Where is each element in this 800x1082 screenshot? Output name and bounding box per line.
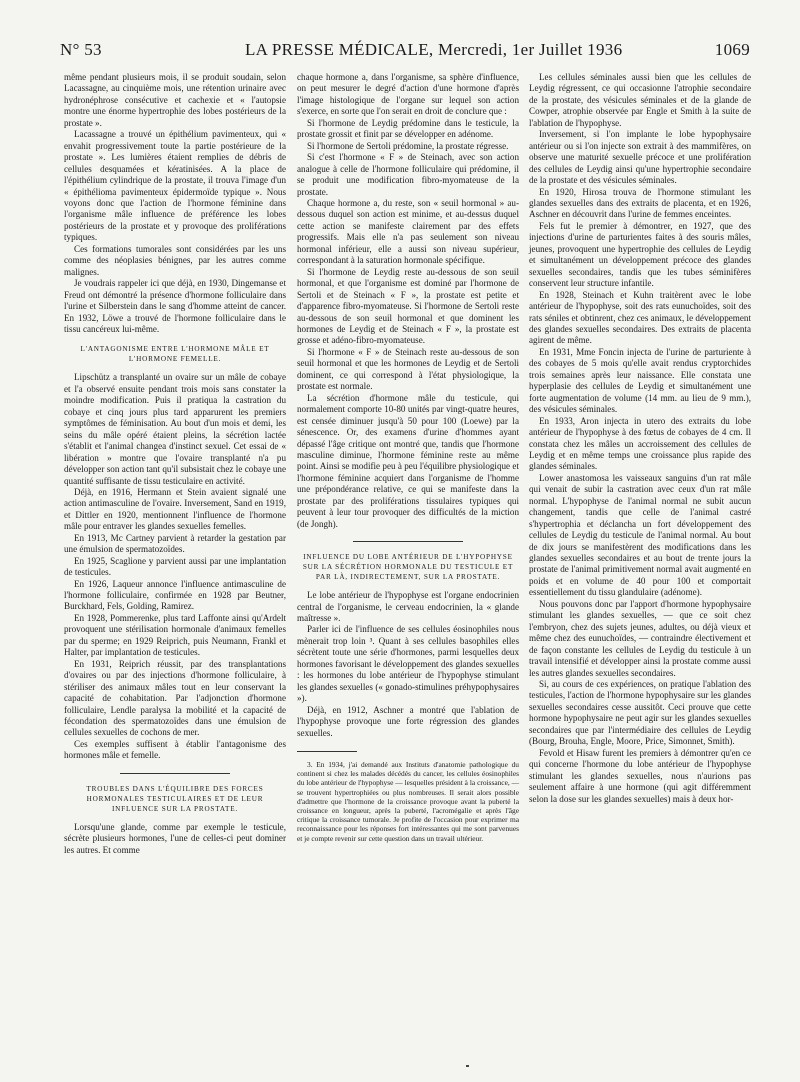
paragraph: Lower anastomosa les vaisseaux sanguins d'un rat mâle qui venait de subir la castration avec ceux d'un rat mâle normal. L'hypophyse de l'animal normal ne subit aucun changement, tandis que celle de l'animal castré s'hypertrophia et déclancha un fort développement des cellules de Leydig du testicule de l'animal normal. Au bout de dix jours se manifestèrent des modifications dans les glandes sexuelles secondaires et au bout de trente jours la prostate de l'animal primitivement normal avait augmenté en poids et en volume de 40 pour 100 et comportait essentiellement du tissu glandulaire (adénome). <box>529 472 751 598</box>
paragraph: Si l'hormone de Leydig reste au-dessous de son seuil hormonal, et que l'organisme est dominé par l'hormone de Sertoli et de Steinach « F », la prostate est petite et d'apparence fibro-myomateuse. Si l'hormone de Sertoli reste au-dessous de son seuil hormonal et que dominent les hormones de Leydig et de Steinach « F », la prostate est grosse et adéno-fibro-myomateuse. <box>297 266 519 346</box>
section-heading: TROUBLES DANS L'ÉQUILIBRE DES FORCES HORMONALES TESTICULAIRES ET DE LEUR INFLUENCE SUR LA PROSTATE. <box>86 784 264 813</box>
page-header <box>60 40 750 64</box>
paragraph: Déjà, en 1916, Hermann et Stein avaient signalé une action antimasculine de l'ovaire. Inversement, Sand en 1919, et Dittler en 1920, mentionnent l'influence de l'hormone mâle pour entraver les glandes sexuelles femelles. <box>64 486 286 532</box>
paragraph: Nous pouvons donc par l'apport d'hormone hypophysaire stimulant les glandes sexuelles, — que ce soit chez l'embryon, chez des sujets jeunes, adultes, ou déjà vieux et même chez des eunuchoïdes, — contraindre électivement et de façon constante les cellules de Leydig du testicule à un travail intensifié et développer ainsi la prostate comme aussi les autres glandes sexuelles secondaires. <box>529 598 751 678</box>
paragraph: En 1925, Scaglione y parvient aussi par une implantation de testicules. <box>64 555 286 578</box>
paragraph: En 1928, Steinach et Kuhn traitèrent avec le lobe antérieur de l'hypophyse, soit des rats eunuchoïdes, soit des rats séniles et obtinrent, chez ces animaux, le développement des glandes sexuelles secondaires. Des extraits de placenta agirent de même. <box>529 289 751 346</box>
paragraph: Lacassagne a trouvé un épithélium pavimenteux, qui « envahit progressivement toute la partie postérieure de la prostate ». Les lumières étaient remplies de débris de cellules desquamées et kératinisées. A la place de l'épithélium cylindrique de la prostate, il trouva l'image d'un « épithélioma pavimenteux épidermoïde typique ». Nous voyons donc que l'action de l'hormone féminine dans l'organisme mâle influence de préférence les lobes postérieurs de la prostate et y provoque des proliférations typiques. <box>64 129 286 243</box>
footnote: 3. En 1934, j'ai demandé aux Instituts d'anatomie pathologique du continent si chez les malades décédés du cancer, les cellules éosinophiles du lobe antérieur de l'hypophyse — lesquelles président à la croissance, — se trouvent hypertrophiées ou plus nombreuses. Il serait alors possible d'admettre que l'hormone de la croissance provoque avant la puberté la croissance en longueur, après la puberté, l'acromégalie et après l'âge critique la croissance tumorale. Je profite de l'occasion pour exprimer ma reconnaissance pour les réponses fort intéressantes qui me sont parvenues et je compte revenir sur cette question dans un travail ultérieur. <box>297 760 519 843</box>
paragraph: Ces exemples suffisent à établir l'antagonisme des hormones mâle et femelle. <box>64 738 286 761</box>
paragraph: Si l'hormone « F » de Steinach reste au-dessous de son seuil hormonal et que les hormones de Leydig et de Sertoli dominent, ce qui correspond à l'état physiologique, la prostate est normale. <box>297 346 519 392</box>
column-3 <box>529 72 751 805</box>
issue-number: N° 53 <box>60 40 102 59</box>
section-heading: L'ANTAGONISME ENTRE L'HORMONE MÂLE ET L'HORMONE FEMELLE. <box>80 345 270 364</box>
paragraph: Si, au cours de ces expériences, on pratique l'ablation des testicules, l'action de l'hormone hypophysaire sur les glandes sexuelles secondaires cesse aussitôt. Ceci prouve que cette hormone hypophysaire ne peut agir sur les glandes sexuelles secondaires que par l'intermédiaire des cellules de Leydig (Bourg, Brouha, Engle, Moore, Price, Simonnet, Smith). <box>529 679 751 747</box>
paragraph: Fels fut le premier à démontrer, en 1927, que des injections d'urine de parturientes faites à des souris mâles, jeunes, provoquent une hypertrophie des cellules de Leydig et simultanément un développement précoce des glandes sexuelles secondaires, tandis que les tubes séminifères conservent leur structure infantile. <box>529 220 751 289</box>
section-divider <box>353 541 463 542</box>
paragraph: En 1931, Mme Foncin injecta de l'urine de parturiente à des cobayes de 5 mois qu'elle avait rendus cryptorchides trois semaines après leur naissance. Elle constata une hyperplasie des cellules de Leydig et simultanément une forte augmentation de volume (14 mm. au lieu de 9 mm.), des vésicules séminales. <box>529 346 751 415</box>
journal-title: LA PRESSE MÉDICALE, Mercredi, 1er Juillet 1936 <box>245 40 623 59</box>
section-divider <box>120 773 230 774</box>
column-2 <box>297 72 519 843</box>
paragraph: Les cellules séminales aussi bien que les cellules de Leydig régressent, ce qui occasionne l'atrophie secondaire de la prostate, des vésicules séminales et de la glande de Cowper, atrophie observée par Engle et Smith à la suite de l'ablation de l'hypophyse. <box>529 72 751 128</box>
paragraph: Ces formations tumorales sont considérées par les uns comme des néoplasies bénignes, par les autres comme malignes. <box>64 243 286 277</box>
paragraph: chaque hormone a, dans l'organisme, sa sphère d'influence, on peut mesurer le degré d'action d'une hormone d'après l'image histologique de l'organe sur lequel son action s'exerce, en sorte que l'on serait en droit de conclure que : <box>297 72 519 117</box>
paragraph: Si l'hormone de Leydig prédomine dans le testicule, la prostate grossit et finit par se développer en adénome. <box>297 117 519 140</box>
paragraph: Inversement, si l'on implante le lobe hypophysaire antérieur ou si l'on injecte son extrait à des mammifères, on observe une maturité sexuelle précoce et une prolifération des cellules de Leydig ainsi qu'une hypertrophie secondaire de la prostate et des vésicules séminales. <box>529 129 751 186</box>
paragraph: Fevold et Hisaw furent les premiers à démontrer qu'en ce qui concerne l'hormone du lobe antérieur de l'hypophyse stimulant les glandes sexuelles, nous n'aurions pas seulement affaire à une hormone (qui agit différemment selon la dose sur les glandes sexuelles) mais à deux hor- <box>529 747 751 804</box>
paragraph: Lipschütz a transplanté un ovaire sur un mâle de cobaye et l'a observé ensuite pendant trois mois sans constater la moindre modification. Puis il pratiqua la castration du cobaye et cinq jours plus tard apparurent les premiers symptômes de féminisation. Au bout d'un mois et demi, les seins du mâle opéré étaient pleins, la sécrétion lactée s'établit et l'animal changea d'instinct sexuel. Cet essai de « libération » montre que l'ovaire transplanté n'a pu développer son action tant qu'il subsistait chez le cobaye une quantité suffisante de tissu testiculaire en activité. <box>64 372 286 486</box>
paragraph: Le lobe antérieur de l'hypophyse est l'organe endocrinien central de l'organisme, le cerveau endocrinien, la « glande maîtresse ». <box>297 590 519 624</box>
paragraph: En 1933, Aron injecta in utero des extraits du lobe antérieur de l'hypophyse à des fœtus de cobayes de 4 cm. Il constata chez les mâles un accroissement des cellules de Leydig et en même temps une croissance plus rapide des glandes séminales. <box>529 415 751 472</box>
paragraph: Chaque hormone a, du reste, son « seuil hormonal » au-dessous duquel son action est minime, et au-dessus duquel cette action se manifeste clairement par des effets progressifs. Mais elle n'a pas seulement son niveau hormonal inférieur, elle a aussi son niveau supérieur, correspondant à la saturation hormonale spécifique. <box>297 197 519 266</box>
paragraph: Déjà, en 1912, Aschner a montré que l'ablation de l'hypophyse provoque une forte régression des glandes sexuelles. <box>297 704 519 738</box>
paragraph: Parler ici de l'influence de ses cellules éosinophiles nous mènerait trop loin ³. Quant à ses cellules basophiles elles sécrètent toute une série d'hormones, parmi lesquelles deux hormones favorisant le développement des glandes sexuelles : les hormones du lobe antérieur de l'hypophyse stimulant les glandes sexuelles (« gonado-stimulines préhypophysaires »). <box>297 624 519 704</box>
paragraph: Lorsqu'une glande, comme par exemple le testicule, sécrète plusieurs hormones, l'une de celles-ci peut dominer les autres. Et comme <box>64 821 286 855</box>
paragraph: En 1926, Laqueur annonce l'influence antimasculine de l'hormone folliculaire, confirmée en 1928 par Beutner, Burckhard, Fels, Golding, Ramirez. <box>64 578 286 612</box>
page-number: 1069 <box>714 40 750 59</box>
paragraph: En 1931, Reiprich réussit, par des transplantations d'ovaires ou par des injections d'hormone folliculaire, à stériliser des animaux mâles tout en leur conservant la capacité de cohabitation. Par l'adjonction d'hormone folliculaire, Lendle paralysa la mobilité et la capacité de fécondation des spermatozoïdes dans une émulsion de cellules sexuelles de cochons de mer. <box>64 658 286 738</box>
paragraph: Si c'est l'hormone « F » de Steinach, avec son action analogue à celle de l'hormone folliculaire qui prédomine, il se produit une modification fibro-myomateuse de la prostate. <box>297 152 519 197</box>
paragraph: En 1928, Pommerenke, plus tard Laffonte ainsi qu'Ardelt provoquent une stérilisation hormonale d'animaux femelles par du sperme; en 1929 Reiprich, puis Neumann, Frankl et Halter, par implantation de testicules. <box>64 612 286 658</box>
footnote-divider <box>297 751 357 752</box>
paragraph: Si l'hormone de Sertoli prédomine, la prostate régresse. <box>307 140 509 151</box>
paragraph: En 1913, Mc Cartney parvient à retarder la gestation par une émulsion de spermatozoïdes. <box>64 532 286 555</box>
section-heading: INFLUENCE DU LOBE ANTÉRIEUR DE L'HYPOPHYSE SUR LA SÉCRÉTION HORMONALE DU TESTICULE ET PAR LÀ, INDIRECTEMENT, SUR LA PROSTATE. <box>302 553 514 582</box>
paragraph: Je voudrais rappeler ici que déjà, en 1930, Dingemanse et Freud ont démontré la présence d'hormone folliculaire dans l'urine et Silberstein dans le sang d'homme atteint de cancer. En 1932, Löwe a trouvé de l'hormone folliculaire dans le tissu cancéreux lui-même. <box>64 278 286 334</box>
paragraph: En 1920, Hirosa trouva de l'hormone stimulant les glandes sexuelles dans des extraits de placenta, et en 1926, Aschner en découvrit dans l'urine de femmes enceintes. <box>529 186 751 220</box>
paragraph: La sécrétion d'hormone mâle du testicule, qui normalement comporte 10-80 unités par vingt-quatre heures, est censée diminuer jusqu'à 50 pour 100 (Loewe) par la sénescence. Or, des examens d'urine d'hommes ayant dépassé l'âge critique ont montré que, tandis que l'hormone masculine diminue, l'hormone féminine reste au même point. Ainsi se modifie peu à peu l'équilibre physiologique et l'hormone féminine acquiert dans l'organisme de l'homme une prépondérance relative, ce qui se manifeste dans la prostate par des proliférations tissulaires typiques qui peuvent à leur tour provoquer des difficultés de la miction (de Jongh). <box>297 392 519 529</box>
column-1 <box>64 72 286 856</box>
print-mark <box>466 1065 469 1067</box>
paragraph: même pendant plusieurs mois, il se produit soudain, selon Lacassagne, au cinquième mois, une rétention urinaire avec hydronéphrose consécutive et cachexie et « l'autopsie montre une énorme hypertrophie des lobes postérieurs de la prostate ». <box>64 72 286 128</box>
